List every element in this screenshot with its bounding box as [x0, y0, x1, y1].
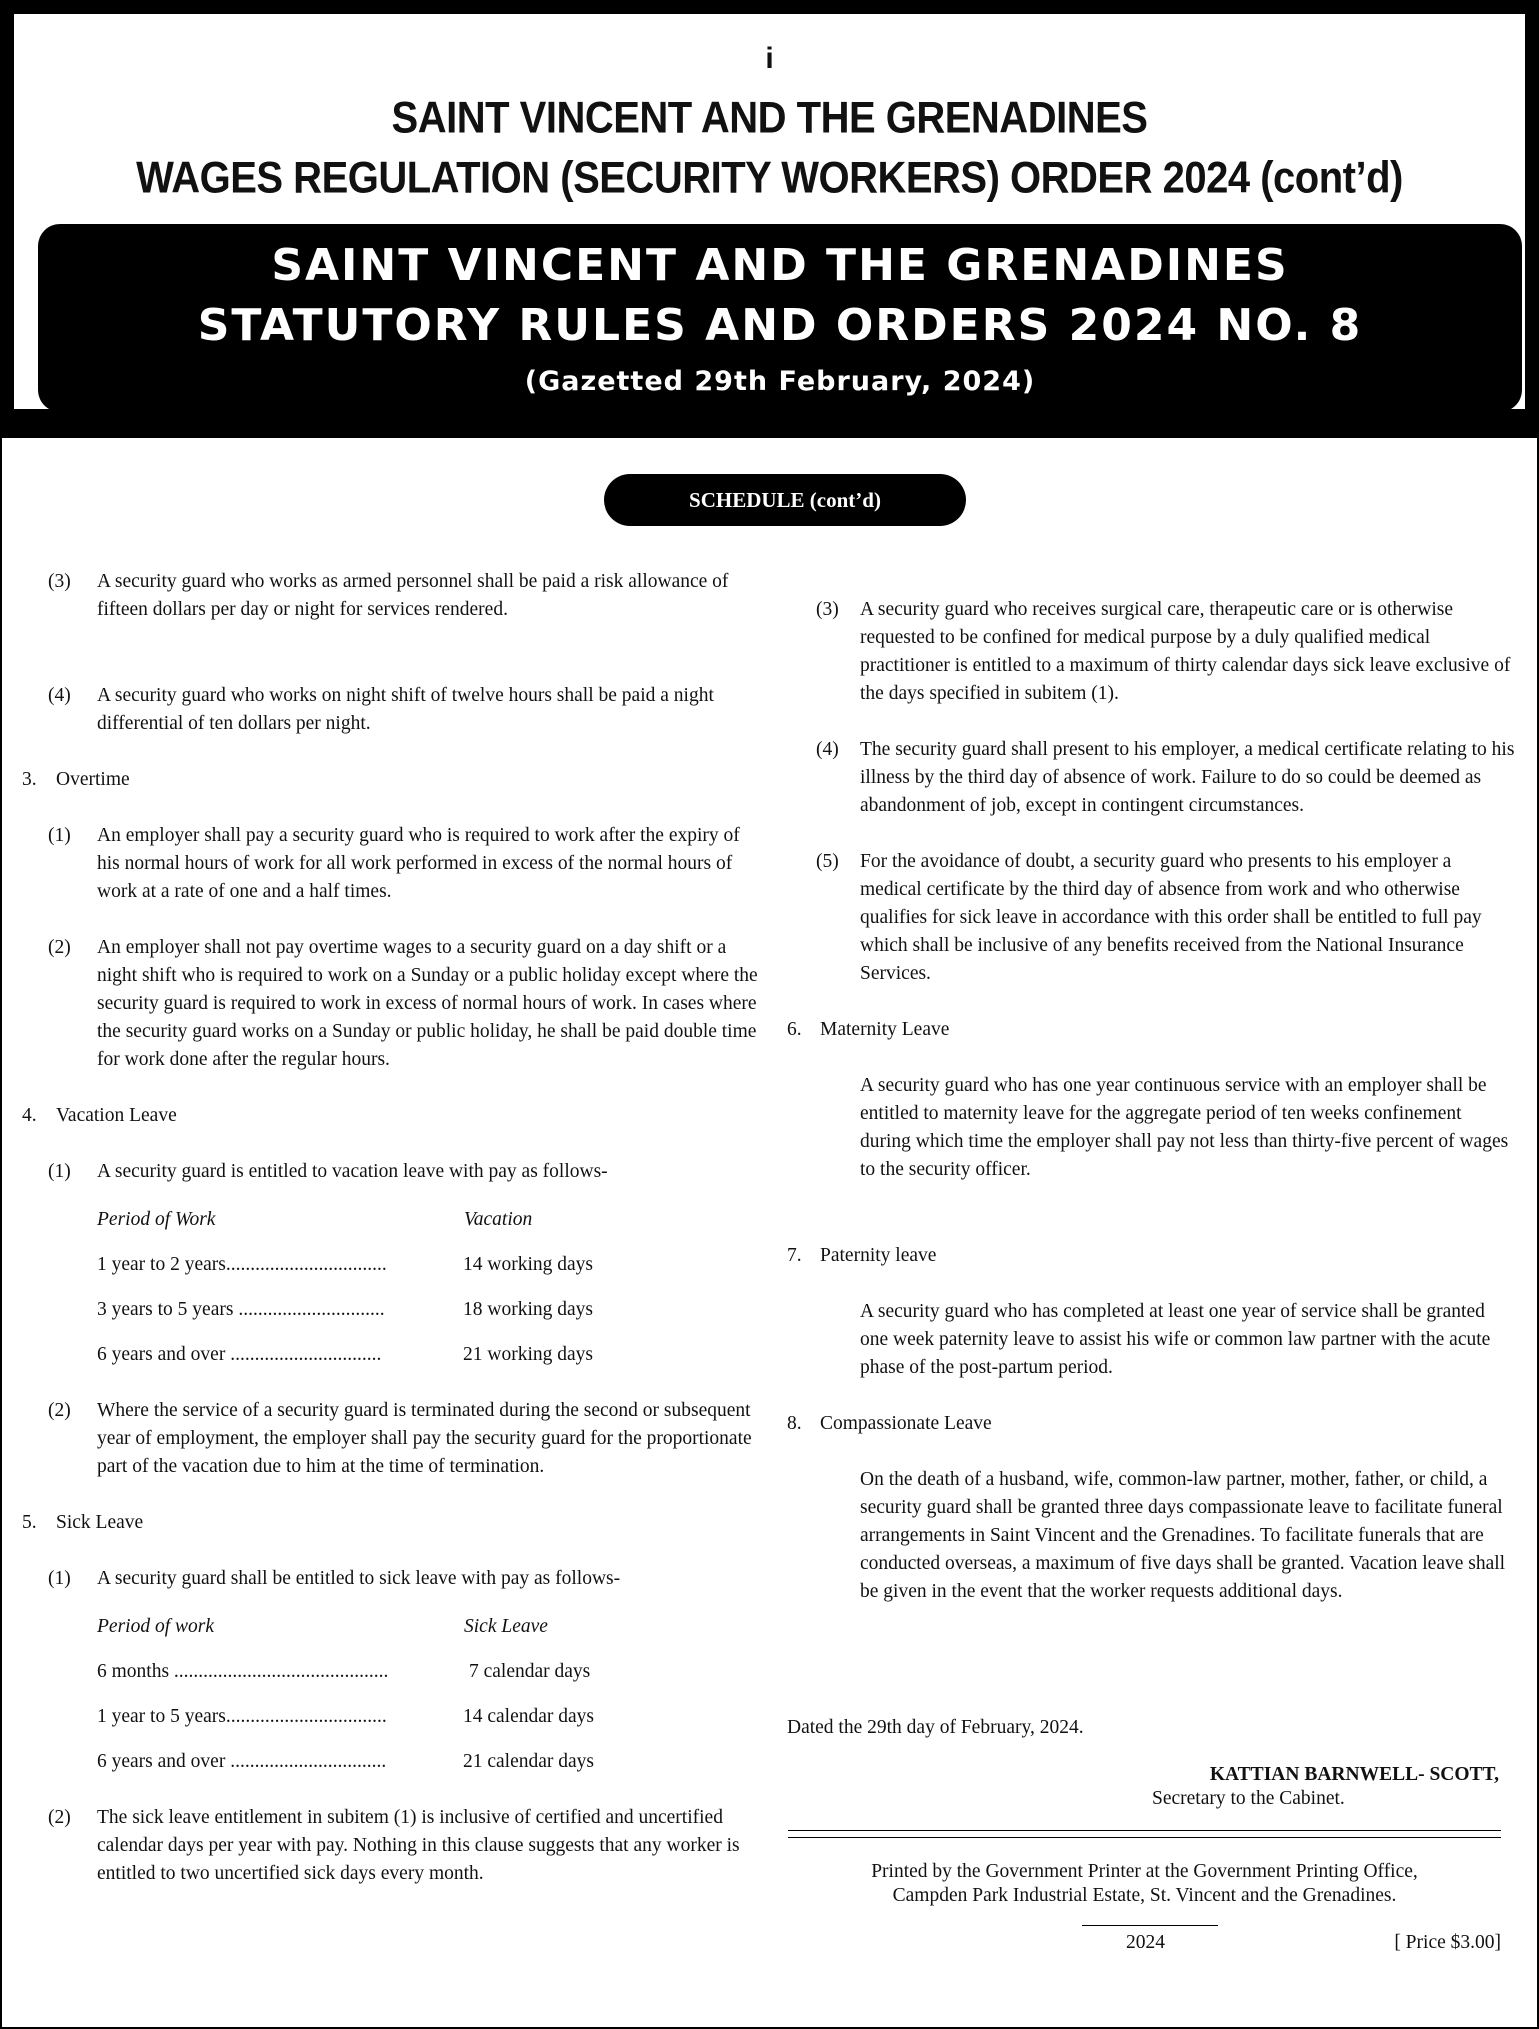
table-cell-value: 21 calendar days: [463, 1751, 595, 1772]
column-header: Period of Work: [97, 1209, 216, 1230]
section-6-heading: [785, 1016, 1515, 1044]
section-number: 5.: [22, 1512, 37, 1533]
clause-text: Where the service of a security guard is terminated during the second or subsequent year of employment, the employer shall pay the security guard for the proportionate part of the vacation due to him at the time of termination.: [97, 1400, 752, 1477]
clause-number: (2): [48, 1807, 71, 1828]
section-title: Overtime: [56, 769, 130, 790]
table-cell-period: 6 years and over ...............................: [97, 1344, 382, 1365]
clause-text: An employer shall not pay overtime wages to a security guard on a day shift or a night shift who is required to work on a Sunday or a public holiday except where the security guard is required to work in excess of normal hours of work. In cases where the security guard works on a Sunday or public holiday, he shall be paid double time for work done after the regular hours.: [97, 937, 758, 1070]
clause-text: An employer shall pay a security guard who is required to work after the expiry of his normal hours of work for all work performed in excess of the normal hours of work at a rate of one and a half times.: [97, 825, 740, 902]
section-6-text: A security guard who has one year continuous service with an employer shall be entitled to maternity leave for the aggregate period of ten weeks confinement during which time the employer shall pay not less than thirty-five percent of wages to the security officer.: [860, 1075, 1509, 1180]
printer-notice: [788, 1860, 1501, 1908]
header-band: [0, 0, 1539, 438]
clause-5-4: [785, 736, 1515, 820]
table-row: [97, 1251, 760, 1279]
clause-5-1: [20, 1565, 760, 1593]
section-number: 8.: [787, 1413, 802, 1434]
section-number: 4.: [22, 1105, 37, 1126]
column-header: Period of work: [97, 1616, 214, 1637]
section-8-text: On the death of a husband, wife, common-law partner, mother, father, or child, a security guard shall be granted three days compassionate leave to facilitate funeral arrangements in Saint Vincent and the Grenadines. To facilitate funerals that are conducted overseas, a maximum of five days shall be granted. Vacation leave shall be given in the event that the worker requests additional days.: [860, 1469, 1506, 1602]
schedule-label: SCHEDULE (cont’d): [604, 474, 966, 526]
clause-text: A security guard is entitled to vacation leave with pay as follows-: [97, 1161, 608, 1182]
clause-4-1: [20, 1158, 760, 1186]
table-cell-period: 6 months ............................................: [97, 1661, 389, 1682]
clause-text: A security guard shall be entitled to sick leave with pay as follows-: [97, 1568, 621, 1589]
left-column: [20, 568, 760, 1888]
clause-number: (3): [816, 599, 839, 620]
gazetted-date: (Gazetted 29th February, 2024): [524, 366, 1036, 397]
header-panel: [14, 14, 1525, 409]
table-cell-value: 7 calendar days: [469, 1661, 591, 1682]
sro-number: STATUTORY RULES AND ORDERS 2024 NO. 8: [197, 300, 1363, 351]
clause-number: (4): [48, 685, 71, 706]
section-title: Sick Leave: [56, 1512, 144, 1533]
divider: [1082, 1925, 1218, 1926]
table-header-row: [97, 1206, 760, 1234]
table-row: [97, 1341, 760, 1369]
section-4-heading: [20, 1102, 760, 1130]
section-8-heading: [785, 1410, 1515, 1438]
signatory-title: Secretary to the Cabinet.: [1152, 1788, 1345, 1809]
header-country-title: SAINT VINCENT AND THE GRENADINES: [391, 93, 1148, 143]
clause-5-2: [20, 1804, 760, 1888]
clause-number: (4): [816, 739, 839, 760]
clause-text: For the avoidance of doubt, a security guard who presents to his employer a medical certificate by the third day of absence from work and who otherwise qualifies for sick leave in accordance with this order shall be entitled to full pay which shall be inclusive of any benefits received from the National Insurance Services.: [860, 851, 1482, 984]
clause-5-5: [785, 848, 1515, 988]
table-cell-value: 18 working days: [463, 1299, 593, 1320]
clause-number: (1): [48, 825, 71, 846]
column-header: Sick Leave: [464, 1616, 548, 1637]
section-3-heading: [20, 766, 760, 794]
clause-text: The security guard shall present to his employer, a medical certificate relating to his illness by the third day of absence of work. Failure to do so could be deemed as abandonment of job, except in contingent circumstances.: [860, 739, 1515, 816]
column-header: Vacation: [464, 1209, 533, 1230]
section-title: Paternity leave: [820, 1245, 937, 1266]
clause-number: (1): [48, 1161, 71, 1182]
printer-line: Campden Park Industrial Estate, St. Vincent and the Grenadines.: [892, 1885, 1397, 1906]
table-cell-period: 1 year to 5 years.................................: [97, 1706, 387, 1727]
clause-3-1: [20, 822, 760, 906]
vacation-table: [20, 1206, 760, 1369]
clause-number: (3): [48, 571, 71, 592]
table-row: [97, 1658, 760, 1686]
section-5-heading: [20, 1509, 760, 1537]
right-column: [785, 596, 1515, 1606]
table-cell-period: 6 years and over ................................: [97, 1751, 387, 1772]
section-title: Maternity Leave: [820, 1019, 950, 1040]
header-order-title: WAGES REGULATION (SECURITY WORKERS) ORDER 2024 (cont’d): [136, 153, 1403, 203]
table-header-row: [97, 1613, 760, 1641]
price-label: [ Price $3.00]: [1394, 1932, 1501, 1953]
clause-text: A security guard who works as armed personnel shall be paid a risk allowance of fifteen dollars per day or night for services rendered.: [97, 571, 729, 620]
table-row: [97, 1296, 760, 1324]
section-title: Vacation Leave: [56, 1105, 177, 1126]
sick-leave-table: [20, 1613, 760, 1776]
table-cell-value: 14 calendar days: [463, 1706, 595, 1727]
table-row: [97, 1703, 760, 1731]
clause-2-3: [20, 568, 760, 624]
table-row: [97, 1748, 760, 1776]
table-cell-period: 1 year to 2 years.................................: [97, 1254, 387, 1275]
table-cell-period: 3 years to 5 years ..............................: [97, 1299, 385, 1320]
section-7-heading: [785, 1242, 1515, 1270]
table-cell-value: 21 working days: [463, 1344, 593, 1365]
section-number: 3.: [22, 769, 37, 790]
sro-country: SAINT VINCENT AND THE GRENADINES: [271, 240, 1289, 291]
table-cell-value: 14 working days: [463, 1254, 593, 1275]
clause-number: (1): [48, 1568, 71, 1589]
clause-text: A security guard who works on night shift of twelve hours shall be paid a night differential of ten dollars per night.: [97, 685, 714, 734]
clause-number: (2): [48, 937, 71, 958]
clause-text: The sick leave entitlement in subitem (1) is inclusive of certified and uncertified calendar days per year with pay. Nothing in this clause suggests that any worker is entitled to two uncertified sick days every month.: [97, 1807, 740, 1884]
section-number: 6.: [787, 1019, 802, 1040]
clause-text: A security guard who receives surgical care, therapeutic care or is otherwise requested to be confined for medical purpose by a duly qualified medical practitioner is entitled to a maximum of thirty calendar days sick leave exclusive of the days specified in subitem (1).: [860, 599, 1511, 704]
clause-number: (2): [48, 1400, 71, 1421]
page-number: i: [765, 42, 774, 75]
sro-banner: [38, 224, 1522, 412]
section-title: Compassionate Leave: [820, 1413, 992, 1434]
dated-line: Dated the 29th day of February, 2024.: [787, 1717, 1084, 1738]
footer-year: 2024: [1126, 1932, 1165, 1953]
divider: [788, 1830, 1501, 1831]
section-7-text: A security guard who has completed at least one year of service shall be granted one week paternity leave to assist his wife or common law partner with the acute phase of the post-partum period.: [860, 1301, 1491, 1378]
clause-3-2: [20, 934, 760, 1074]
printer-line: Printed by the Government Printer at the Government Printing Office,: [871, 1861, 1418, 1882]
divider: [788, 1837, 1501, 1838]
clause-4-2: [20, 1397, 760, 1481]
clause-2-4: [20, 682, 760, 738]
clause-number: (5): [816, 851, 839, 872]
section-number: 7.: [787, 1245, 802, 1266]
signatory-name: KATTIAN BARNWELL- SCOTT,: [1209, 1764, 1499, 1785]
clause-5-3: [785, 596, 1515, 708]
